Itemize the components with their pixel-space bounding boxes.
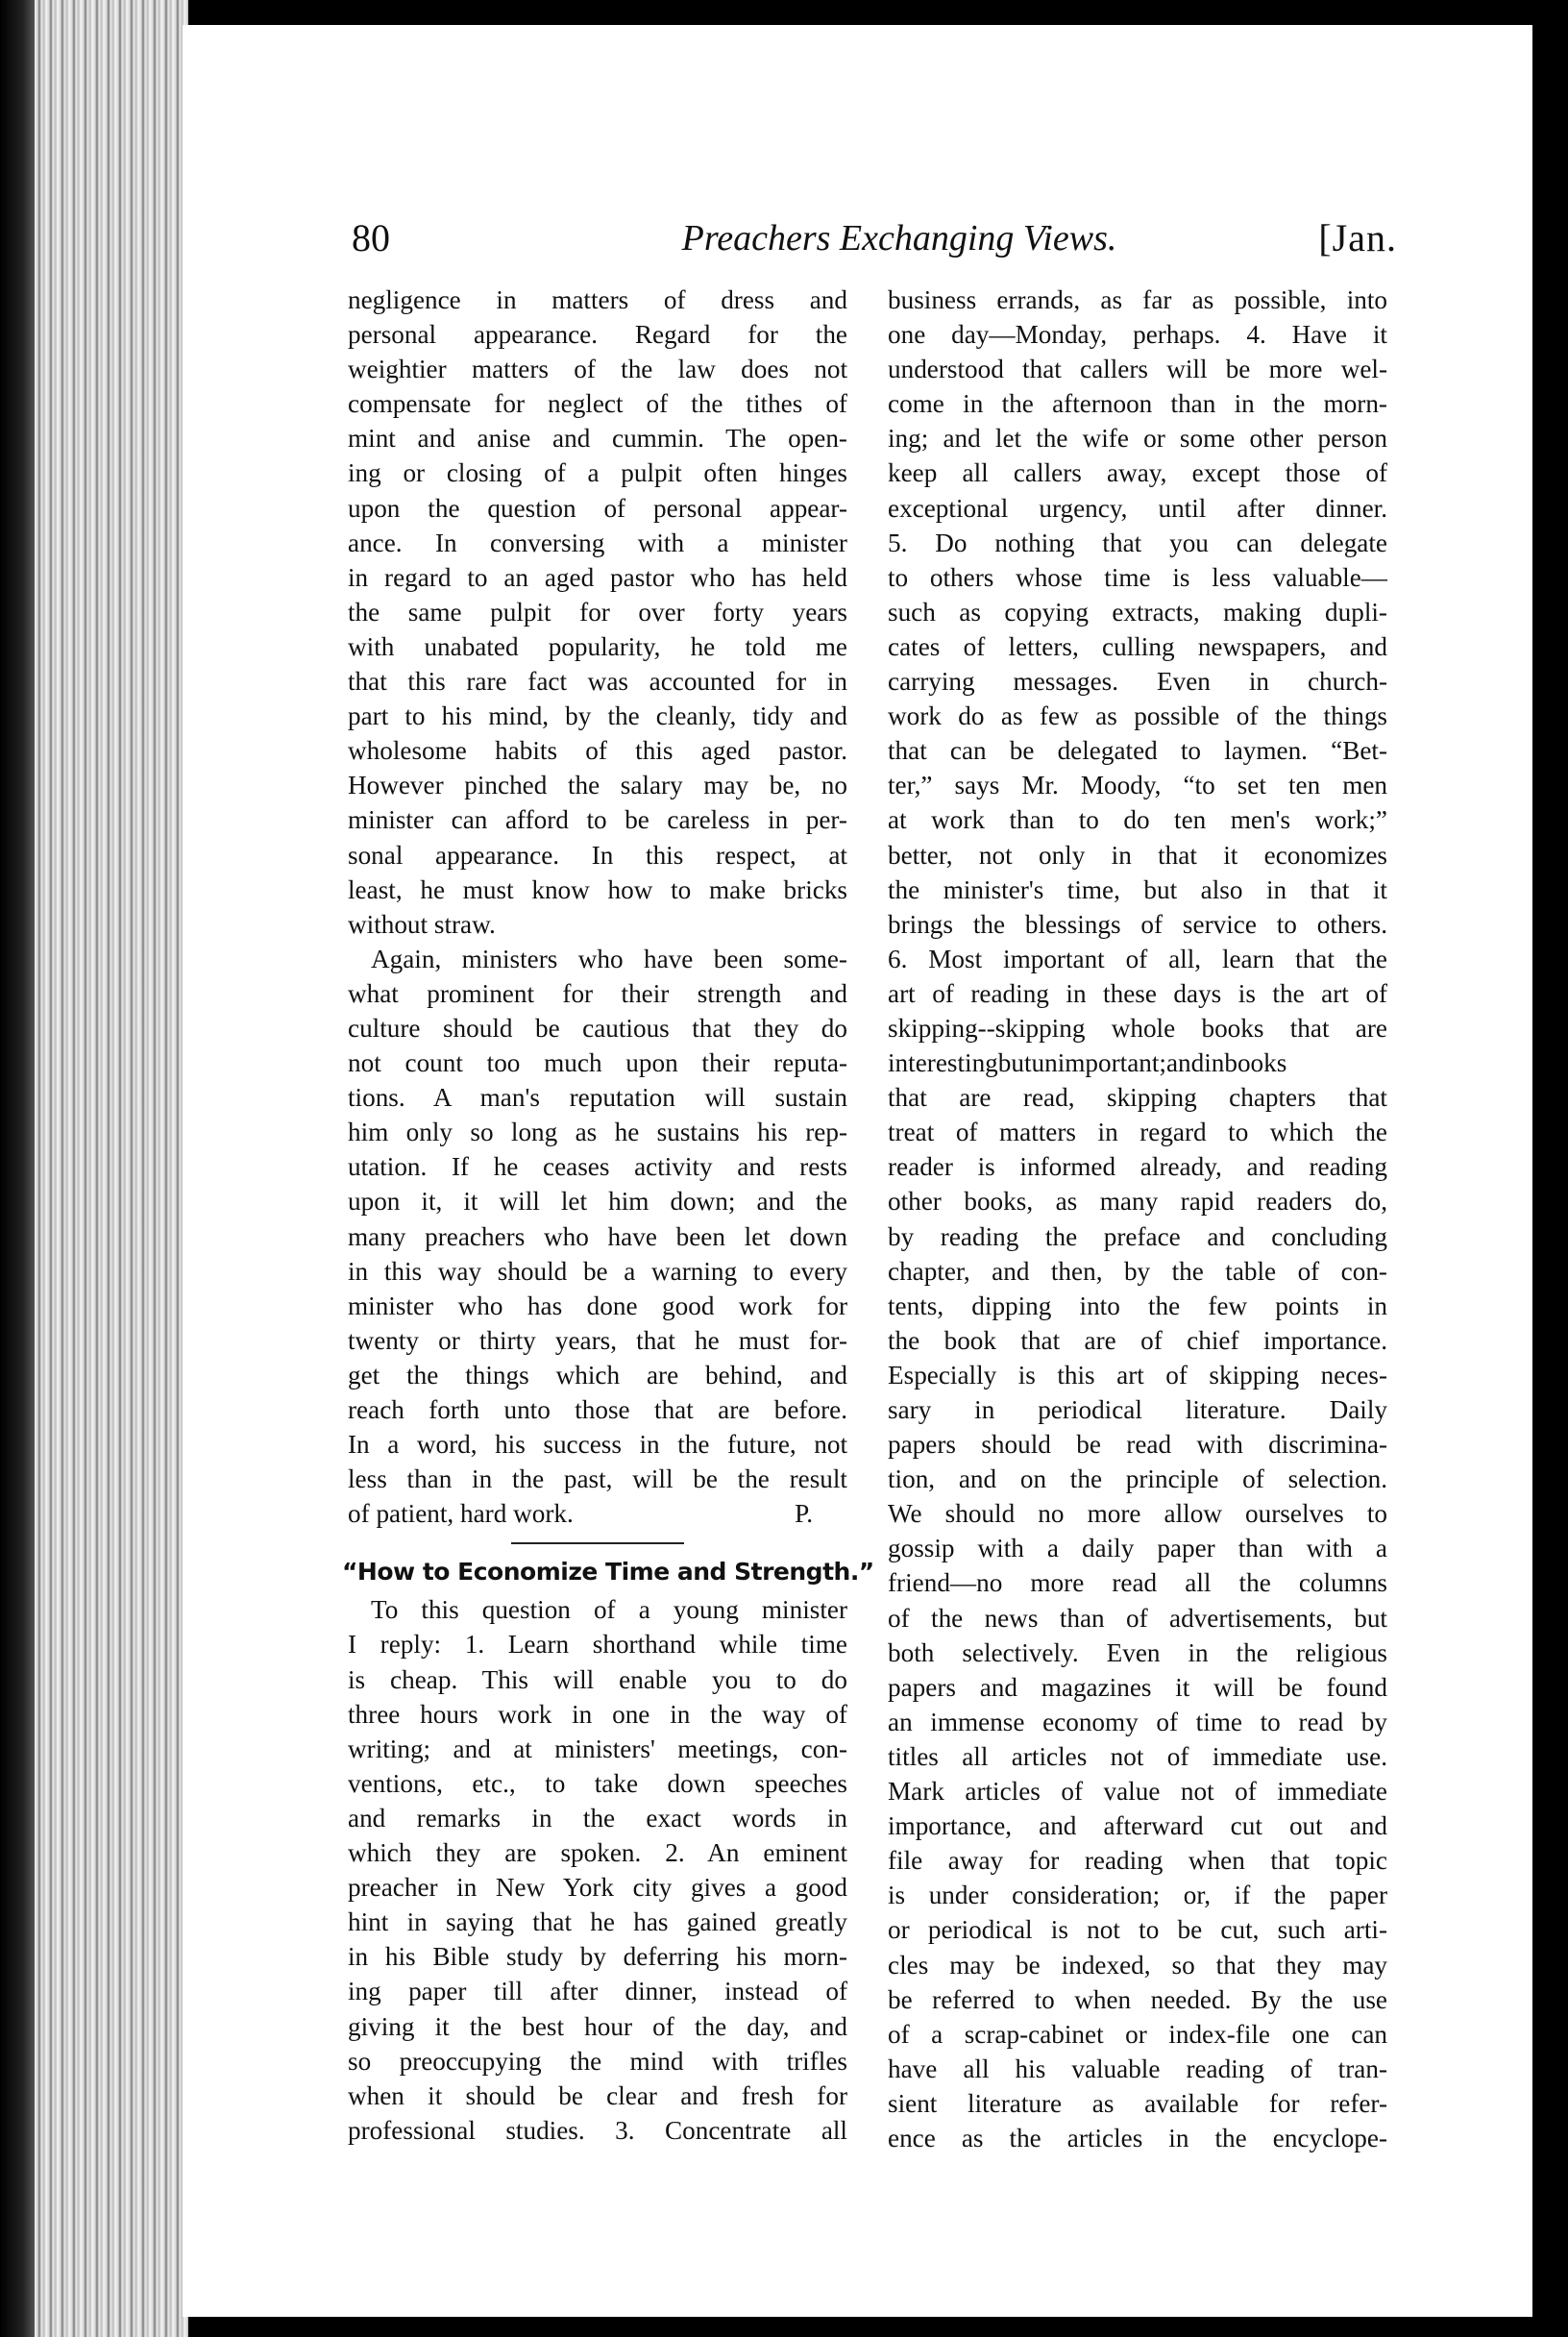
text-line: compensate for neglect of the tithes of <box>348 389 847 419</box>
text-line: by reading the preface and concluding <box>888 1221 1387 1251</box>
text-line: least, he must know how to make bricks <box>348 874 847 904</box>
text-line: Especially is this art of skipping neces- <box>888 1360 1387 1390</box>
text-line: papers and magazines it will be found <box>888 1672 1387 1702</box>
text-line: better, not only in that it economizes <box>888 840 1387 870</box>
text-line: which they are spoken. 2. An eminent <box>348 1838 847 1868</box>
text-line: so preoccupying the mind with trifles <box>348 2046 847 2076</box>
text-line: that are read, skipping chapters that <box>888 1083 1387 1113</box>
text-line: exceptional urgency, until after dinner. <box>888 493 1387 523</box>
section-heading: “How to Economize Time and Strength.” <box>342 1558 874 1587</box>
text-line: is cheap. This will enable you to do <box>348 1664 847 1694</box>
text-line: get the things which are behind, and <box>348 1360 847 1390</box>
text-line: three hours work in one in the way of <box>348 1699 847 1729</box>
text-line: less than in the past, will be the result <box>348 1464 847 1494</box>
page-number: 80 <box>352 216 390 259</box>
text-line: ter,” says Mr. Moody, “to set ten men <box>888 771 1387 800</box>
text-line: keep all callers away, except those of <box>888 458 1387 488</box>
text-line: skipping--skipping whole books that are <box>888 1013 1387 1043</box>
text-line: the minister's time, but also in that it <box>888 874 1387 904</box>
text-line: when it should be clear and fresh for <box>348 2080 847 2110</box>
text-line: personal appearance. Regard for the <box>348 320 847 350</box>
text-line: an immense economy of time to read by <box>888 1707 1387 1736</box>
text-line: at work than to do ten men's work;” <box>888 805 1387 835</box>
right-column <box>888 283 1387 2155</box>
text-line: not count too much upon their reputa- <box>348 1048 847 1078</box>
scan-border <box>1532 19 1568 2325</box>
section-divider <box>511 1542 684 1544</box>
text-line: ing; and let the wife or some other person <box>888 424 1387 454</box>
text-line: giving it the best hour of the day, and <box>348 2011 847 2041</box>
text-line: in his Bible study by deferring his morn- <box>348 1942 847 1972</box>
text-line: 6. Most important of all, learn that the <box>888 944 1387 973</box>
text-line: reader is informed already, and reading <box>888 1152 1387 1182</box>
text-line: professional studies. 3. Concentrate all <box>348 2115 847 2145</box>
text-line: in regard to an aged pastor who has held <box>348 562 847 592</box>
text-line: treat of matters in regard to which the <box>888 1118 1387 1147</box>
paragraph-closing-line <box>348 1496 847 1531</box>
text-line: upon the question of personal appear- <box>348 493 847 523</box>
text-line: ing or closing of a pulpit often hinges <box>348 458 847 488</box>
text-line: sary in periodical literature. Daily <box>888 1395 1387 1424</box>
text-line: However pinched the salary may be, no <box>348 771 847 800</box>
text-line: weightier matters of the law does not <box>348 355 847 384</box>
text-line: ance. In conversing with a minister <box>348 528 847 557</box>
text-line: importance, and afterward cut out and <box>888 1811 1387 1841</box>
text-line: To this question of a young minister <box>371 1595 847 1625</box>
text-line: sonal appearance. In this respect, at <box>348 840 847 870</box>
text-line: have all his valuable reading of tran- <box>888 2054 1387 2083</box>
text-line: In a word, his success in the future, not <box>348 1430 847 1460</box>
text-line: tions. A man's reputation will sustain <box>348 1083 847 1113</box>
text-line: ing paper till after dinner, instead of <box>348 1977 847 2006</box>
text-line: the same pulpit for over forty years <box>348 597 847 627</box>
text-line: both selectively. Even in the religious <box>888 1637 1387 1667</box>
left-column <box>342 283 874 2148</box>
text-line: 5. Do nothing that you can delegate <box>888 528 1387 557</box>
text-line: papers should be read with discrimina- <box>888 1430 1387 1460</box>
text-line: minister who has done good work for <box>348 1291 847 1320</box>
text-line: minister can afford to be careless in per- <box>348 805 847 835</box>
text-line: I reply: 1. Learn shorthand while time <box>348 1630 847 1660</box>
text-line: Mark articles of value not of immediate <box>888 1777 1387 1807</box>
stacked-page-edges <box>35 0 188 2337</box>
paragraph-reputation <box>348 942 847 1497</box>
text-line: one day—Monday, perhaps. 4. Have it <box>888 320 1387 350</box>
text-line: be referred to when needed. By the use <box>888 1984 1387 2014</box>
text-line: art of reading in these days is the art of <box>888 978 1387 1008</box>
author-signature: P. <box>795 1499 813 1529</box>
text-line: friend—no more read all the columns <box>888 1568 1387 1598</box>
text-line: with unabated popularity, he told me <box>348 631 847 661</box>
text-line: preacher in New York city gives a good <box>348 1873 847 1903</box>
text-line: hint in saying that he has gained greatly <box>348 1907 847 1937</box>
text-line: such as copying extracts, making dupli- <box>888 597 1387 627</box>
text-line: writing; and at ministers' meetings, con- <box>348 1734 847 1763</box>
paragraph-continued <box>888 283 1387 2155</box>
text-line: utation. If he ceases activity and rests <box>348 1152 847 1182</box>
text-line: business errands, as far as possible, into <box>888 285 1387 314</box>
text-line: cles may be indexed, so that they may <box>888 1950 1387 1980</box>
text-line: Again, ministers who have been some- <box>371 944 847 973</box>
text-line: mint and anise and cummin. The open- <box>348 424 847 454</box>
running-title: Preachers Exchanging Views. <box>681 218 1117 258</box>
text-line: carrying messages. Even in church- <box>888 667 1387 697</box>
text-line: ventions, etc., to take down speeches <box>348 1768 847 1798</box>
text-line: of a scrap-cabinet or index-file one can <box>888 2019 1387 2049</box>
text-line: work do as few as possible of the things <box>888 701 1387 731</box>
paragraph-dress <box>348 283 847 942</box>
text-line: wholesome habits of this aged pastor. <box>348 736 847 766</box>
text-line: what prominent for their strength and <box>348 978 847 1008</box>
text-line: cates of letters, culling newspapers, and <box>888 631 1387 661</box>
text-line: many preachers who have been let down <box>348 1221 847 1251</box>
text-line: upon it, it will let him down; and the <box>348 1187 847 1217</box>
text-line: understood that callers will be more wel- <box>888 355 1387 384</box>
text-line: without straw. <box>348 909 496 939</box>
text-line: the book that are of chief importance. <box>888 1325 1387 1355</box>
text-line: sient literature as available for refer- <box>888 2088 1387 2118</box>
text-line: interestingbutunimportant;andinbooks <box>888 1048 1287 1078</box>
text-line: We should no more allow ourselves to <box>888 1499 1387 1529</box>
text-line: of the news than of advertisements, but <box>888 1603 1387 1633</box>
text-line: twenty or thirty years, that he must for- <box>348 1325 847 1355</box>
text-line: come in the afternoon than in the morn- <box>888 389 1387 419</box>
text-line: that can be delegated to laymen. “Bet- <box>888 736 1387 766</box>
text-line: ence as the articles in the encyclope- <box>888 2123 1387 2152</box>
text-line: titles all articles not of immediate use. <box>888 1741 1387 1771</box>
page-header <box>352 209 1397 267</box>
text-line: chapter, and then, by the table of con- <box>888 1256 1387 1286</box>
closing-text: of patient, hard work. <box>348 1499 574 1529</box>
text-line: file away for reading when that topic <box>888 1846 1387 1876</box>
text-line: brings the blessings of service to others. <box>888 909 1387 939</box>
text-line: him only so long as he sustains his rep- <box>348 1118 847 1147</box>
text-line: tion, and on the principle of selection. <box>888 1464 1387 1494</box>
text-line: is under consideration; or, if the paper <box>888 1881 1387 1910</box>
text-line: or periodical is not to be cut, such arti- <box>888 1915 1387 1945</box>
text-line: that this rare fact was accounted for in <box>348 667 847 697</box>
text-line: gossip with a daily paper than with a <box>888 1534 1387 1563</box>
text-line: and remarks in the exact words in <box>348 1803 847 1833</box>
text-line: part to his mind, by the cleanly, tidy and <box>348 701 847 731</box>
paragraph-economize <box>348 1592 847 2148</box>
text-line: reach forth unto those that are before. <box>348 1395 847 1424</box>
text-line: in this way should be a warning to every <box>348 1256 847 1286</box>
text-line: culture should be cautious that they do <box>348 1013 847 1043</box>
text-line: negligence in matters of dress and <box>348 285 847 314</box>
text-line: to others whose time is less valuable— <box>888 562 1387 592</box>
month-marker: [Jan. <box>1318 216 1397 259</box>
text-line: tents, dipping into the few points in <box>888 1291 1387 1320</box>
text-line: other books, as many rapid readers do, <box>888 1187 1387 1217</box>
book-spine-shadow <box>0 0 38 2337</box>
